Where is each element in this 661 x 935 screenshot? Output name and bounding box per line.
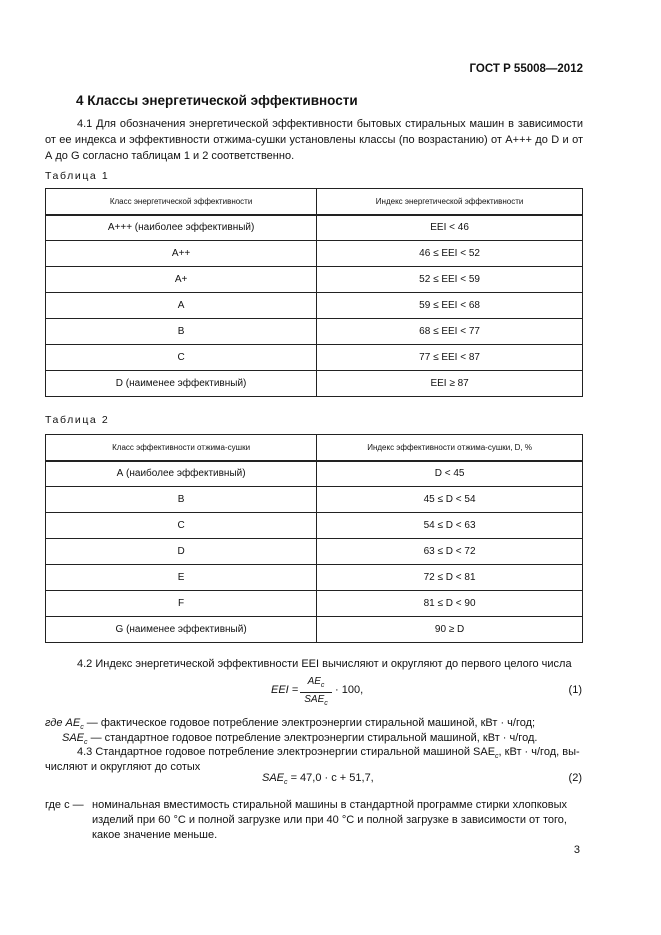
table-energy-classes bbox=[45, 188, 583, 397]
index-cell: 81 ≤ D < 90 bbox=[317, 591, 583, 617]
table-row bbox=[46, 319, 583, 345]
class-cell: С bbox=[46, 513, 317, 539]
eq1-number: (1) bbox=[568, 684, 582, 696]
class-cell: D bbox=[46, 539, 317, 565]
section-title: 4 Классы энергетической эффективности bbox=[76, 93, 358, 108]
table-row bbox=[46, 371, 583, 397]
index-cell: D < 45 bbox=[317, 461, 583, 487]
table-spin-classes bbox=[45, 434, 583, 643]
index-cell: 68 ≤ EEI < 77 bbox=[317, 319, 583, 345]
index-cell: 54 ≤ D < 63 bbox=[317, 513, 583, 539]
table-row bbox=[46, 267, 583, 293]
class-cell: А++ bbox=[46, 241, 317, 267]
paragraph-4-2: 4.2 Индекс энергетической эффективности EEI вычисляют и округляют до первого целого числа bbox=[77, 658, 572, 670]
page-number: 3 bbox=[573, 844, 580, 856]
index-cell: EEI < 46 bbox=[317, 215, 583, 241]
table2-col1-header: Класс эффективности отжима-сушки bbox=[46, 435, 317, 461]
where-c-lead: где c — bbox=[45, 799, 84, 811]
table-row bbox=[46, 293, 583, 319]
eq1-rhs: · 100, bbox=[335, 684, 364, 696]
class-cell: D (наименее эффективный) bbox=[46, 371, 317, 397]
table1-col1-header: Класс энергетической эффективности bbox=[46, 189, 317, 215]
eq1-denominator: $SAE_c$ bbox=[304, 694, 328, 707]
index-cell: 90 ≥ D bbox=[317, 617, 583, 643]
class-cell: А+ bbox=[46, 267, 317, 293]
eq1-numerator: $AE_c$ bbox=[307, 676, 325, 689]
where-c-line3: какое значение меньше. bbox=[92, 829, 218, 841]
table-row bbox=[46, 565, 583, 591]
class-cell: G (наименее эффективный) bbox=[46, 617, 317, 643]
table2-caption: Таблица 2 bbox=[45, 414, 110, 426]
standard-code: ГОСТ Р 55008—2012 bbox=[469, 63, 583, 75]
class-cell: В bbox=[46, 487, 317, 513]
where-sae: $SAE_c$ — стандартное годовое потребление электроэнергии стиральной машиной, кВт · ч/год. bbox=[62, 732, 538, 746]
table-row bbox=[46, 215, 583, 241]
paragraph-4-3-cont: числяют и округляют до сотых bbox=[45, 761, 201, 773]
index-cell: 63 ≤ D < 72 bbox=[317, 539, 583, 565]
table1-caption: Таблица 1 bbox=[45, 170, 110, 182]
class-cell: F bbox=[46, 591, 317, 617]
table-row bbox=[46, 539, 583, 565]
table-row bbox=[46, 461, 583, 487]
class-cell: Е bbox=[46, 565, 317, 591]
index-cell: 46 ≤ EEI < 52 bbox=[317, 241, 583, 267]
class-cell: А bbox=[46, 293, 317, 319]
class-cell: В bbox=[46, 319, 317, 345]
index-cell: 59 ≤ EEI < 68 bbox=[317, 293, 583, 319]
where-ae: где $AE_c$ — фактическое годовое потребление электроэнергии стиральной машиной, кВт · ч/год; bbox=[45, 717, 536, 731]
table-row bbox=[46, 591, 583, 617]
index-cell: 72 ≤ D < 81 bbox=[317, 565, 583, 591]
eq2-number: (2) bbox=[568, 772, 582, 784]
table-row bbox=[46, 513, 583, 539]
where-c-line1: номинальная вместимость стиральной машины в стандартной программе стирки хлопковых bbox=[92, 799, 568, 811]
index-cell: EEI ≥ 87 bbox=[317, 371, 583, 397]
fraction-line bbox=[300, 692, 332, 693]
index-cell: 45 ≤ D < 54 bbox=[317, 487, 583, 513]
table-row bbox=[46, 241, 583, 267]
table-header-row bbox=[46, 435, 583, 461]
paragraph-4-3: 4.3 Стандартное годовое потребление электроэнергии стиральной машиной $SAE_c$, кВт · ч/год, вы- bbox=[77, 746, 580, 760]
eq1-lhs: EEI = bbox=[271, 684, 299, 696]
table-row bbox=[46, 617, 583, 643]
index-cell: 77 ≤ EEI < 87 bbox=[317, 345, 583, 371]
where-c-line2: изделий при 60 °С и полной загрузке или при 40 °С и полной загрузке в зависимости от того, bbox=[92, 814, 567, 826]
table-row bbox=[46, 487, 583, 513]
table2-col2-header: Индекс эффективности отжима-сушки, D, % bbox=[317, 435, 583, 461]
table1-col2-header: Индекс энергетической эффективности bbox=[317, 189, 583, 215]
paragraph-4-1: 4.1 Для обозначения энергетической эффективности бытовых стиральных машин в зависимости от ее индекса и эффективности отжима-сушки установлены классы (по возрастанию) от А+++ до D и от А до G согласно таблицам 1 и 2 соответственно. bbox=[45, 118, 583, 162]
eq2: $SAE_c = 47,0 \cdot c + 51,7$, bbox=[262, 772, 374, 786]
class-cell: А (наиболее эффективный) bbox=[46, 461, 317, 487]
class-cell: С bbox=[46, 345, 317, 371]
class-cell: А+++ (наиболее эффективный) bbox=[46, 215, 317, 241]
index-cell: 52 ≤ EEI < 59 bbox=[317, 267, 583, 293]
table-row bbox=[46, 345, 583, 371]
table-header-row bbox=[46, 189, 583, 215]
